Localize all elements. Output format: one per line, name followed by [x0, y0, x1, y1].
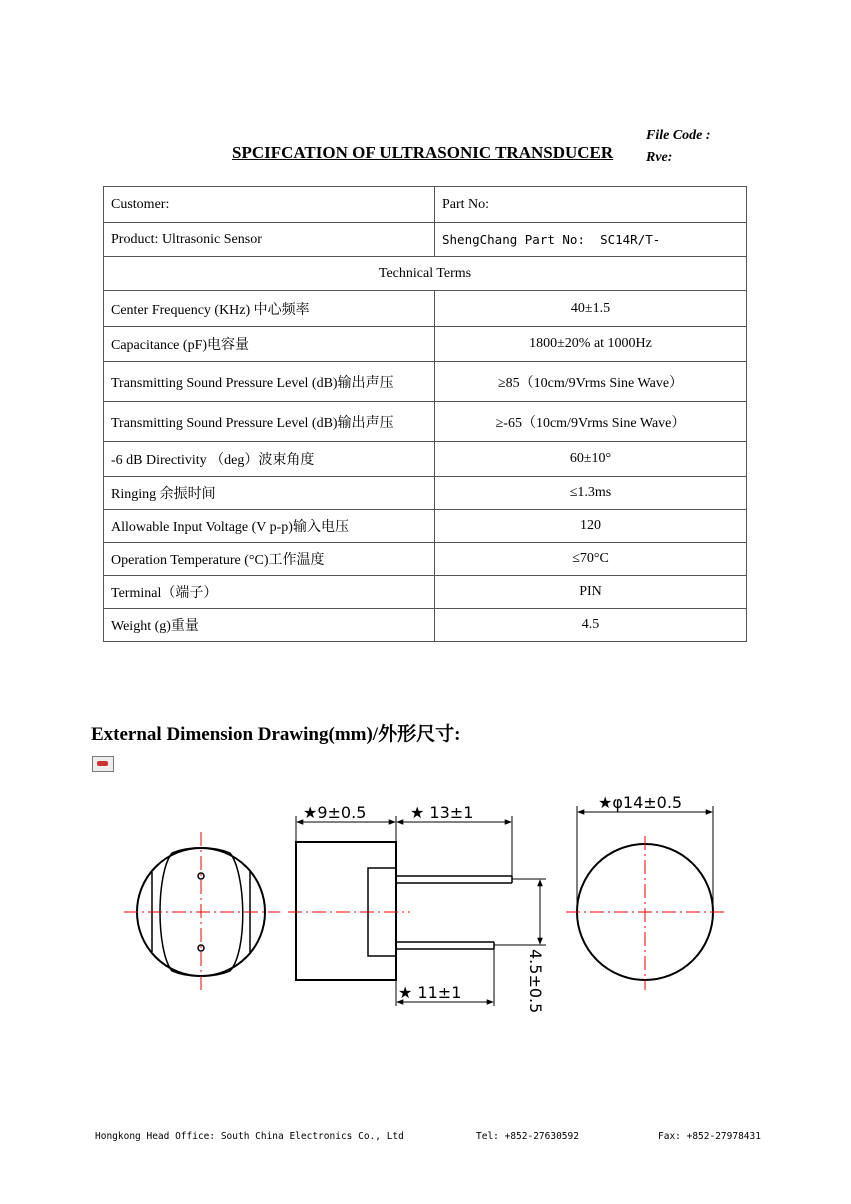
- footer-office: Hongkong Head Office: South China Electronics Co., Ltd: [95, 1131, 404, 1142]
- value-cell: 1800±20% at 1000Hz: [435, 327, 747, 362]
- term-cell: Ringing 余振时间: [104, 477, 435, 510]
- value-cell: 40±1.5: [435, 291, 747, 327]
- dim-width-label: ★9±0.5: [303, 803, 367, 822]
- value-cell: ≥85（10cm/9Vrms Sine Wave）: [435, 362, 747, 402]
- dim-pin-pitch-label: 4.5±0.5: [526, 949, 545, 1014]
- term-cell: Capacitance (pF)电容量: [104, 327, 435, 362]
- value-cell: 4.5: [435, 609, 747, 642]
- technical-terms-header: Technical Terms: [104, 257, 747, 291]
- term-cell: Operation Temperature (°C)工作温度: [104, 543, 435, 576]
- dim-diameter-label: ★φ14±0.5: [598, 793, 683, 812]
- shengchang-part-label: ShengChang Part No:: [442, 232, 585, 247]
- value-cell: ≤70°C: [435, 543, 747, 576]
- document-title: SPCIFCATION OF ULTRASONIC TRANSDUCER: [232, 143, 614, 162]
- value-cell: PIN: [435, 576, 747, 609]
- value-cell: 120: [435, 510, 747, 543]
- term-cell: Transmitting Sound Pressure Level (dB)输出声压: [104, 402, 435, 442]
- footer-tel: Tel: +852-27630592: [476, 1131, 579, 1142]
- side-view: [288, 803, 546, 1013]
- shengchang-part-value: SC14R/T-: [600, 232, 661, 247]
- term-cell: Allowable Input Voltage (V p-p)输入电压: [104, 510, 435, 543]
- term-cell: Terminal（端子）: [104, 576, 435, 609]
- term-cell: Transmitting Sound Pressure Level (dB)输出声压: [104, 362, 435, 402]
- value-cell: ≤1.3ms: [435, 477, 747, 510]
- dim-pin-long-label: ★ 13±1: [410, 803, 474, 822]
- term-cell: -6 dB Directivity （deg）波束角度: [104, 442, 435, 477]
- customer-cell: Customer:: [104, 187, 435, 223]
- drawing-heading: External Dimension Drawing(mm)/外形尺寸:: [91, 724, 461, 745]
- file-code-label: File Code :: [646, 128, 711, 143]
- revision-label: Rve:: [646, 150, 673, 165]
- part-no-cell: Part No:: [435, 187, 747, 223]
- dim-pin-short-label: ★ 11±1: [398, 983, 462, 1002]
- value-cell: 60±10°: [435, 442, 747, 477]
- footer-fax: Fax: +852-27978431: [658, 1131, 761, 1142]
- term-cell: Weight (g)重量: [104, 609, 435, 642]
- term-cell: Center Frequency (KHz) 中心频率: [104, 291, 435, 327]
- value-cell: ≥-65（10cm/9Vrms Sine Wave）: [435, 402, 747, 442]
- product-cell: Product: Ultrasonic Sensor: [104, 223, 435, 257]
- rear-view: [566, 793, 724, 990]
- front-view: [124, 832, 280, 990]
